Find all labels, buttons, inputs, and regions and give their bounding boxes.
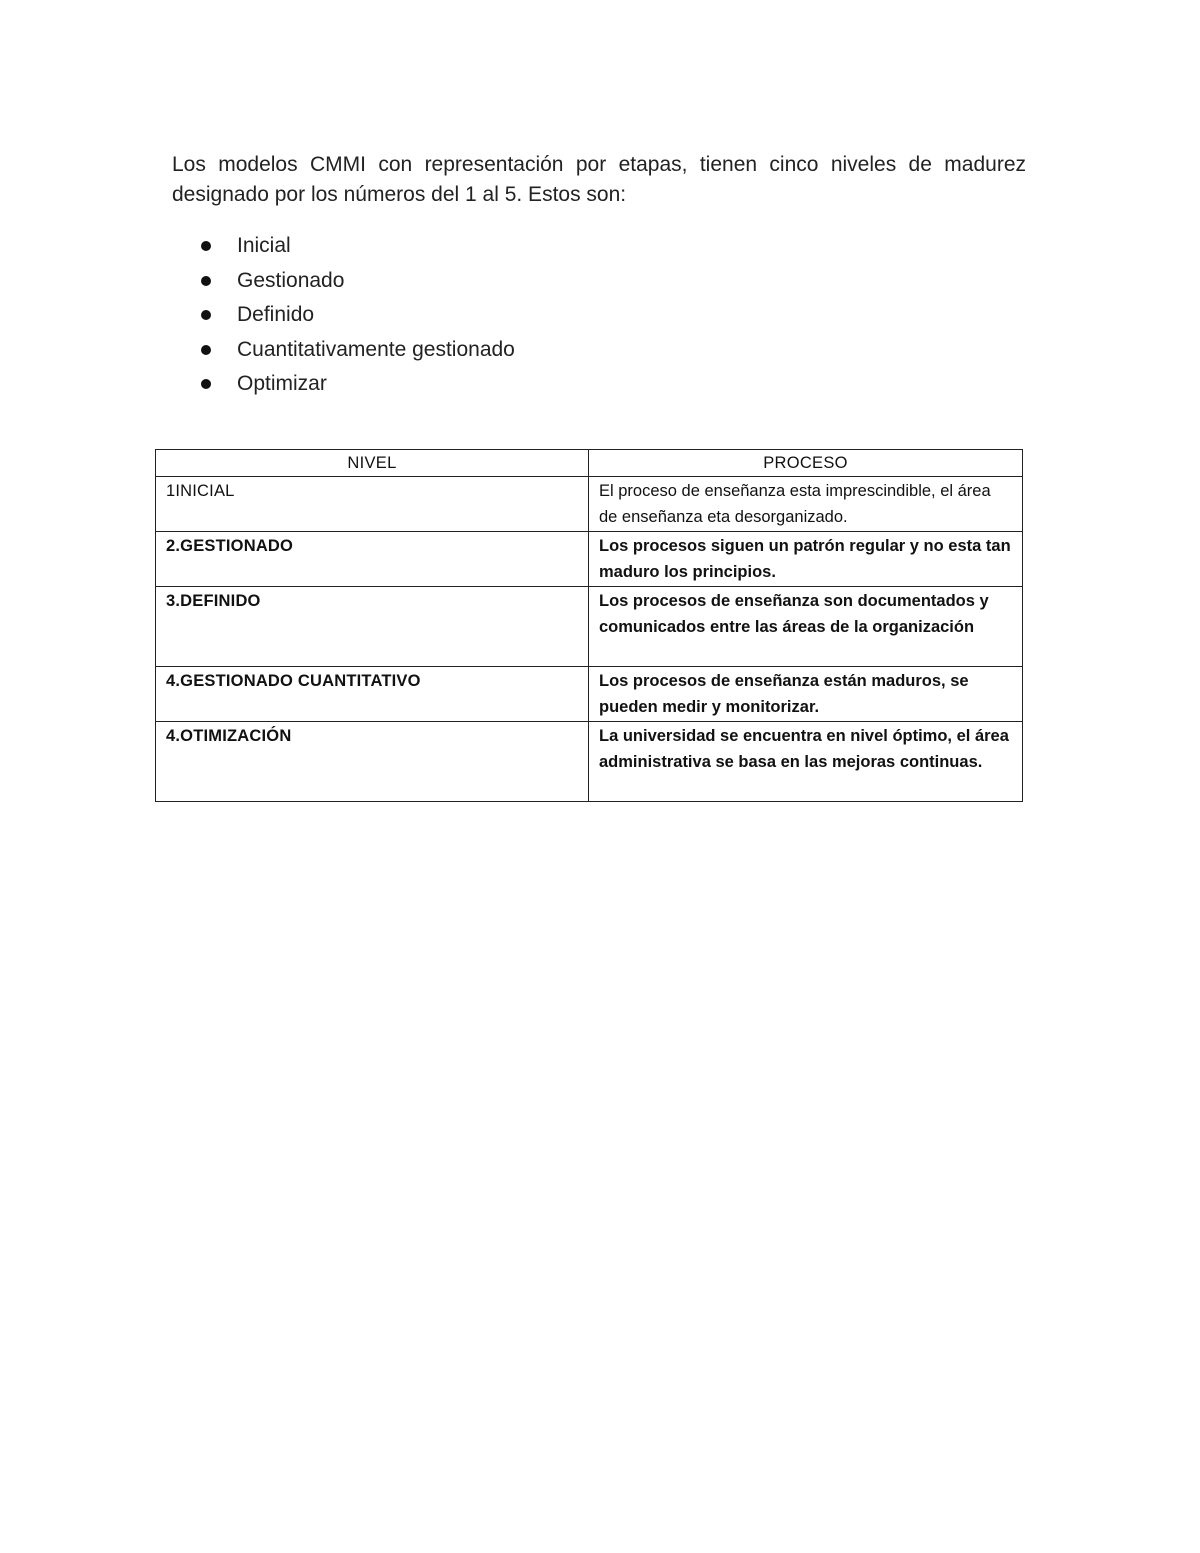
process-cell: Los procesos siguen un patrón regular y no esta tan maduro los principios. — [589, 532, 1023, 587]
table-row — [156, 477, 1023, 532]
intro-paragraph: Los modelos CMMI con representación por etapas, tienen cinco niveles de madurez designado por los números del 1 al 5. Estos son: — [172, 153, 1026, 206]
list-item — [172, 367, 872, 402]
level-cell: 1INICIAL — [156, 477, 589, 532]
column-header-process: PROCESO — [589, 450, 1023, 477]
list-item — [172, 229, 872, 264]
level-cell: 4.GESTIONADO CUANTITATIVO — [156, 667, 589, 722]
table-row — [156, 667, 1023, 722]
process-cell: El proceso de enseñanza esta imprescindible, el área de enseñanza eta desorganizado. — [589, 477, 1023, 532]
level-cell: 3.DEFINIDO — [156, 587, 589, 667]
table-header-row — [156, 450, 1023, 477]
bullet-icon — [201, 241, 211, 251]
level-cell: 4.OTIMIZACIÓN — [156, 722, 589, 802]
list-item — [172, 333, 872, 368]
bullet-icon — [201, 379, 211, 389]
maturity-levels-list — [172, 229, 872, 402]
bullet-icon — [201, 276, 211, 286]
column-header-level: NIVEL — [156, 450, 589, 477]
list-item-label: Optimizar — [237, 372, 327, 395]
bullet-icon — [201, 345, 211, 355]
bullet-icon — [201, 310, 211, 320]
level-cell: 2.GESTIONADO — [156, 532, 589, 587]
table-row — [156, 532, 1023, 587]
maturity-levels-table — [155, 449, 1023, 802]
process-cell: Los procesos de enseñanza están maduros, se pueden medir y monitorizar. — [589, 667, 1023, 722]
list-item-label: Definido — [237, 303, 315, 326]
list-item — [172, 298, 872, 333]
table-row — [156, 722, 1023, 802]
list-item-label: Cuantitativamente gestionado — [237, 337, 515, 361]
process-cell: La universidad se encuentra en nivel óptimo, el área administrativa se basa en las mejoras continuas. — [589, 722, 1023, 802]
list-item-label: Gestionado — [237, 268, 345, 292]
table-row — [156, 587, 1023, 667]
process-cell: Los procesos de enseñanza son documentados y comunicados entre las áreas de la organización — [589, 587, 1023, 667]
list-item-label: Inicial — [237, 234, 291, 257]
list-item — [172, 264, 872, 299]
